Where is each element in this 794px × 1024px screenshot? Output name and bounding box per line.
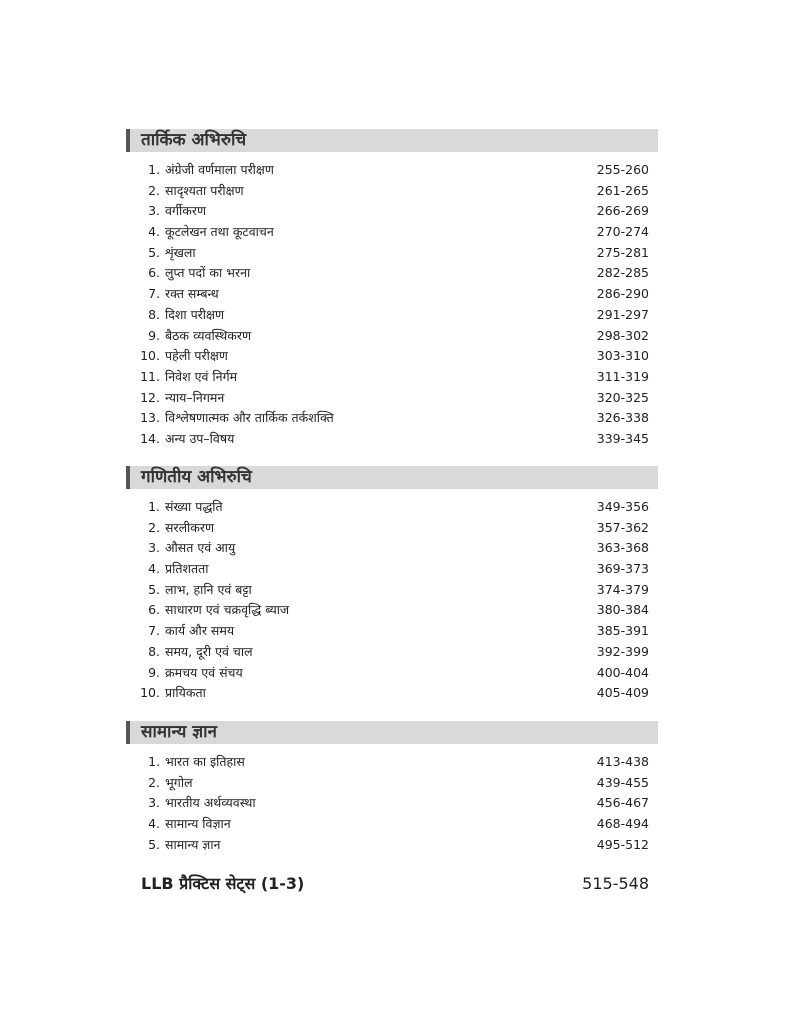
toc-item[interactable] <box>126 580 658 601</box>
toc-item[interactable] <box>126 559 658 580</box>
item-title: साधारण एवं चक्रवृद्धि ब्याज <box>165 602 290 618</box>
item-title: क्रमचय एवं संचय <box>165 664 243 680</box>
item-title: निवेश एवं निर्गम <box>165 368 238 384</box>
item-title: भारतीय अर्थव्यवस्था <box>165 795 256 811</box>
item-title: लाभ, हानि एवं बट्टा <box>165 581 252 597</box>
item-title: भारत का इतिहास <box>165 754 245 769</box>
item-pages: 363-368 <box>596 540 649 556</box>
section-heading: सामान्य ज्ञान <box>126 721 658 744</box>
item-number: 8. <box>148 306 160 322</box>
item-pages: 266-269 <box>596 203 649 219</box>
item-pages: 400-404 <box>596 664 649 680</box>
item-number: 2. <box>148 774 160 790</box>
item-pages: 439-455 <box>596 774 649 790</box>
toc-item[interactable] <box>126 793 658 814</box>
toc-item[interactable] <box>126 346 658 367</box>
item-pages: 311-319 <box>596 368 649 384</box>
toc-item[interactable] <box>126 621 658 642</box>
item-number: 3. <box>148 540 160 556</box>
practice-sets-title: LLB प्रैक्टिस सेट्स (1-3) <box>141 874 305 893</box>
toc-item[interactable] <box>126 367 658 388</box>
item-number: 6. <box>148 265 160 281</box>
item-title: विश्लेषणात्मक और तार्किक तर्कशक्ति <box>165 410 334 426</box>
item-pages: 456-467 <box>596 795 649 811</box>
toc-item[interactable] <box>126 429 658 450</box>
section-mathematical-aptitude <box>126 466 658 704</box>
item-pages: 405-409 <box>596 685 649 701</box>
item-title: भूगोल <box>165 774 193 790</box>
toc-item[interactable] <box>126 518 658 539</box>
item-pages: 468-494 <box>596 816 649 832</box>
toc-item[interactable] <box>126 222 658 243</box>
item-title: सादृश्यता परीक्षण <box>165 182 244 198</box>
item-number: 10. <box>140 348 160 364</box>
item-pages: 413-438 <box>596 754 649 769</box>
toc-item[interactable] <box>126 642 658 663</box>
toc-item[interactable] <box>126 201 658 222</box>
item-pages: 291-297 <box>596 306 649 322</box>
item-number: 2. <box>148 182 160 198</box>
item-pages: 339-345 <box>596 430 649 446</box>
item-pages: 385-391 <box>596 623 649 639</box>
toc-list <box>126 160 658 450</box>
item-pages: 270-274 <box>596 224 649 240</box>
item-number: 10. <box>140 685 160 701</box>
toc-item[interactable] <box>126 683 658 704</box>
item-pages: 298-302 <box>596 327 649 343</box>
item-title: सरलीकरण <box>165 519 215 535</box>
item-pages: 357-362 <box>596 519 649 535</box>
toc-item[interactable] <box>126 305 658 326</box>
practice-sets-entry[interactable] <box>141 873 649 895</box>
item-number: 13. <box>140 410 160 426</box>
item-pages: 303-310 <box>596 348 649 364</box>
toc-item[interactable] <box>126 181 658 202</box>
item-title: न्याय–निगमन <box>165 389 225 405</box>
toc-item[interactable] <box>126 600 658 621</box>
item-number: 4. <box>148 816 160 832</box>
toc-list <box>126 752 658 855</box>
toc-item[interactable] <box>126 835 658 856</box>
item-title: औसत एवं आयु <box>165 540 236 556</box>
toc-item[interactable] <box>126 752 658 773</box>
item-pages: 255-260 <box>596 162 649 177</box>
item-title: संख्या पद्धति <box>165 499 223 514</box>
item-title: वर्गीकरण <box>165 203 206 219</box>
toc-item[interactable] <box>126 284 658 305</box>
item-title: अंग्रेजी वर्णमाला परीक्षण <box>165 162 274 177</box>
item-title: शृंखला <box>165 244 196 260</box>
item-pages: 275-281 <box>596 244 649 260</box>
toc-item[interactable] <box>126 243 658 264</box>
item-number: 5. <box>148 836 160 852</box>
item-title: लुप्त पदों का भरना <box>165 265 251 281</box>
toc-item[interactable] <box>126 263 658 284</box>
item-title: बैठक व्यवस्थिकरण <box>165 327 252 343</box>
item-pages: 349-356 <box>596 499 649 514</box>
toc-item[interactable] <box>126 663 658 684</box>
toc-item[interactable] <box>126 160 658 181</box>
item-number: 1. <box>148 754 160 769</box>
item-number: 11. <box>140 368 160 384</box>
item-number: 7. <box>148 286 160 302</box>
item-number: 5. <box>148 244 160 260</box>
practice-sets-pages: 515-548 <box>582 874 649 893</box>
item-number: 1. <box>148 499 160 514</box>
item-number: 2. <box>148 519 160 535</box>
toc-item[interactable] <box>126 497 658 518</box>
item-pages: 374-379 <box>596 581 649 597</box>
item-number: 4. <box>148 561 160 577</box>
item-pages: 380-384 <box>596 602 649 618</box>
item-pages: 495-512 <box>596 836 649 852</box>
section-heading: तार्किक अभिरुचि <box>126 129 658 152</box>
item-title: दिशा परीक्षण <box>165 306 225 322</box>
toc-item[interactable] <box>126 814 658 835</box>
item-title: अन्य उप–विषय <box>165 430 235 446</box>
item-title: समय, दूरी एवं चाल <box>165 643 253 659</box>
item-number: 1. <box>148 162 160 177</box>
item-pages: 286-290 <box>596 286 649 302</box>
item-number: 7. <box>148 623 160 639</box>
item-number: 12. <box>140 389 160 405</box>
item-pages: 326-338 <box>596 410 649 426</box>
item-pages: 320-325 <box>596 389 649 405</box>
toc-item[interactable] <box>126 326 658 347</box>
item-title: पहेली परीक्षण <box>165 348 228 364</box>
item-title: रक्त सम्बन्ध <box>165 286 219 302</box>
toc-item[interactable] <box>126 773 658 794</box>
item-pages: 369-373 <box>596 561 649 577</box>
item-pages: 282-285 <box>596 265 649 281</box>
section-general-knowledge <box>126 721 658 855</box>
item-number: 9. <box>148 327 160 343</box>
item-number: 6. <box>148 602 160 618</box>
section-heading: गणितीय अभिरुचि <box>126 466 658 489</box>
item-title: सामान्य ज्ञान <box>165 836 221 852</box>
item-number: 5. <box>148 581 160 597</box>
item-pages: 392-399 <box>596 643 649 659</box>
item-number: 3. <box>148 795 160 811</box>
toc-item[interactable] <box>126 388 658 409</box>
item-pages: 261-265 <box>596 182 649 198</box>
item-number: 14. <box>140 430 160 446</box>
item-title: कार्य और समय <box>165 623 235 639</box>
item-title: सामान्य विज्ञान <box>165 816 231 832</box>
item-number: 9. <box>148 664 160 680</box>
item-number: 8. <box>148 643 160 659</box>
item-number: 3. <box>148 203 160 219</box>
item-title: कूटलेखन तथा कूटवाचन <box>165 224 274 240</box>
item-number: 4. <box>148 224 160 240</box>
item-title: प्रतिशतता <box>165 561 209 577</box>
section-logical-aptitude <box>126 129 658 450</box>
toc-item[interactable] <box>126 408 658 429</box>
toc-list <box>126 497 658 704</box>
toc-item[interactable] <box>126 538 658 559</box>
item-title: प्रायिकता <box>165 685 206 701</box>
